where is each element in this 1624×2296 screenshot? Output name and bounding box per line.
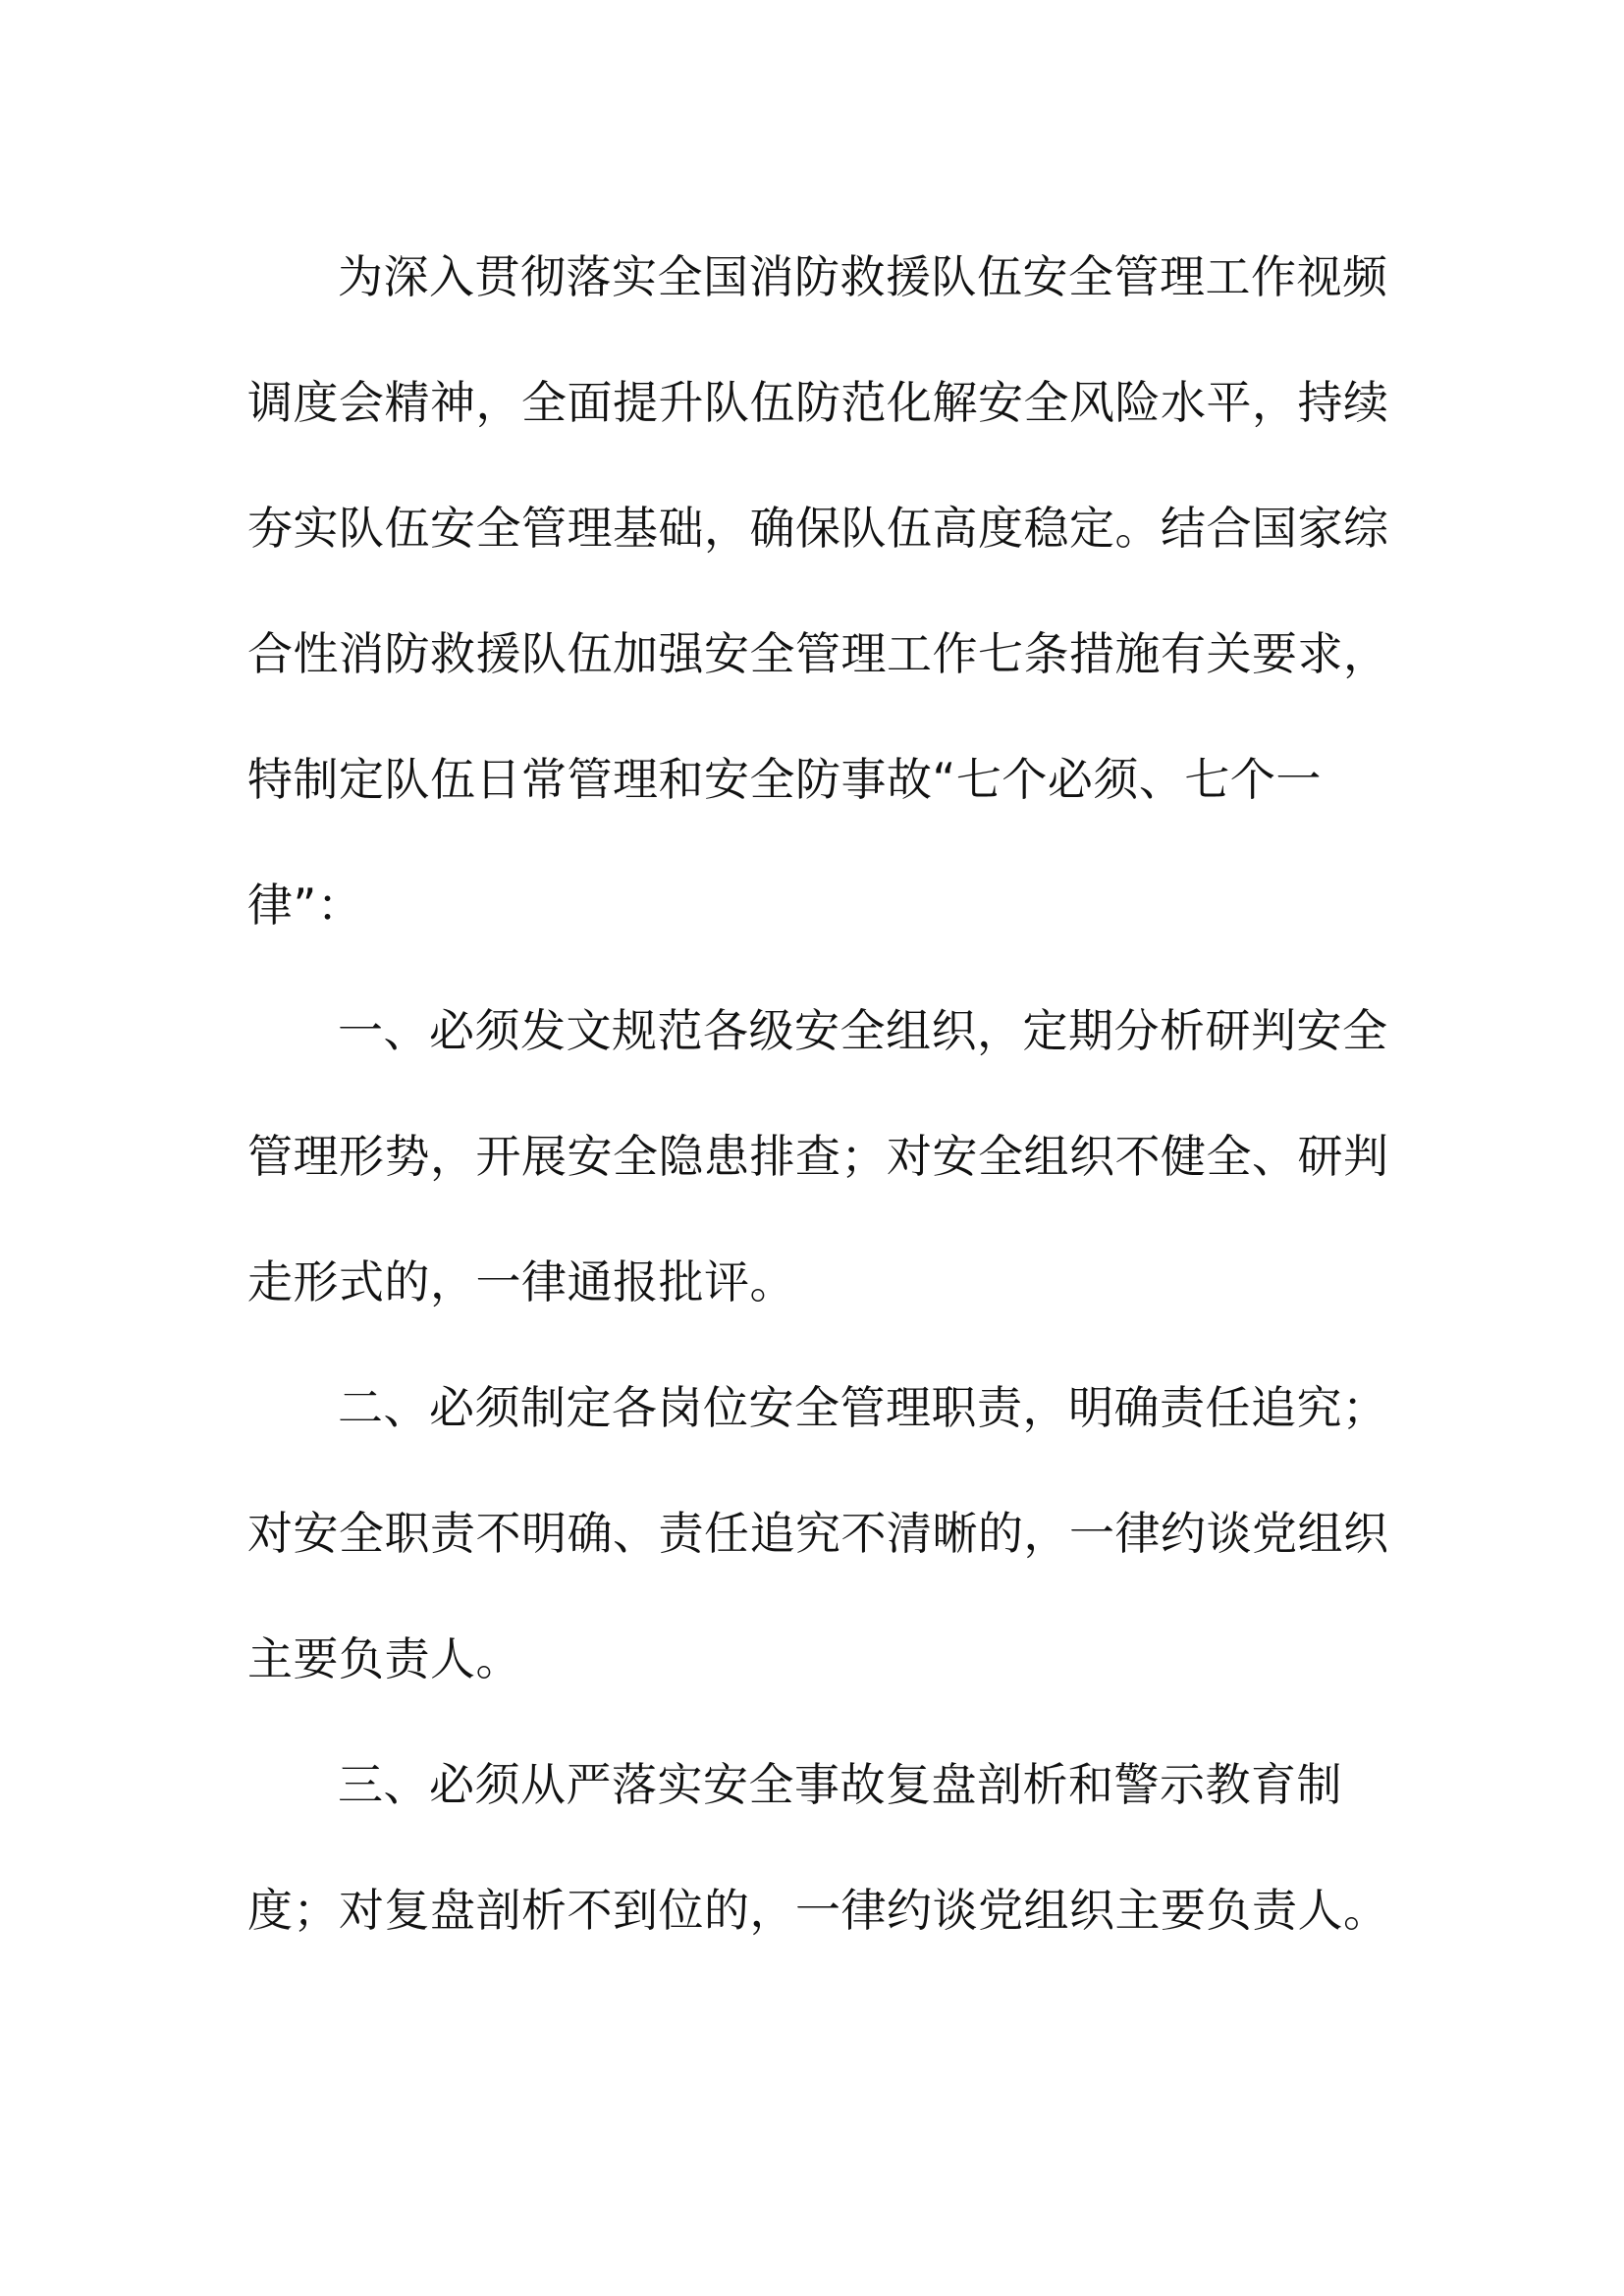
text-line: 管理形势，开展安全隐患排查；对安全组织不健全、研判 bbox=[247, 1130, 1389, 1183]
text-line: 夯实队伍安全管理基础，确保队伍高度稳定。结合国家综 bbox=[247, 502, 1389, 555]
paragraph-intro bbox=[247, 214, 1389, 968]
text-line: 三、必须从严落实安全事故复盘剖析和警示教育制 bbox=[338, 1758, 1342, 1811]
text-line: 走形式的，一律通报批评。 bbox=[247, 1255, 795, 1308]
text-line: 律”： bbox=[247, 879, 363, 932]
text-line: 合性消防救援队伍加强安全管理工作七条措施有关要求， bbox=[247, 627, 1389, 680]
text-line: 二、必须制定各岗位安全管理职责，明确责任追究； bbox=[338, 1381, 1388, 1434]
paragraph-item-2 bbox=[247, 1345, 1389, 1722]
text-line: 为深入贯彻落实全国消防救援队伍安全管理工作视频 bbox=[338, 250, 1388, 303]
text-line: 特制定队伍日常管理和安全防事故“七个必须、七个一 bbox=[247, 753, 1322, 806]
text-line: 度；对复盘剖析不到位的，一律约谈党组织主要负责人。 bbox=[247, 1884, 1389, 1937]
paragraph-item-3 bbox=[247, 1722, 1389, 1973]
paragraph-item-1 bbox=[247, 968, 1389, 1345]
text-line: 调度会精神，全面提升队伍防范化解安全风险水平，持续 bbox=[247, 376, 1389, 429]
text-line: 对安全职责不明确、责任追究不清晰的，一律约谈党组织 bbox=[247, 1507, 1389, 1560]
text-line: 一、必须发文规范各级安全组织，定期分析研判安全 bbox=[338, 1004, 1388, 1057]
text-line: 主要负责人。 bbox=[247, 1632, 521, 1685]
document-body bbox=[247, 214, 1389, 1973]
